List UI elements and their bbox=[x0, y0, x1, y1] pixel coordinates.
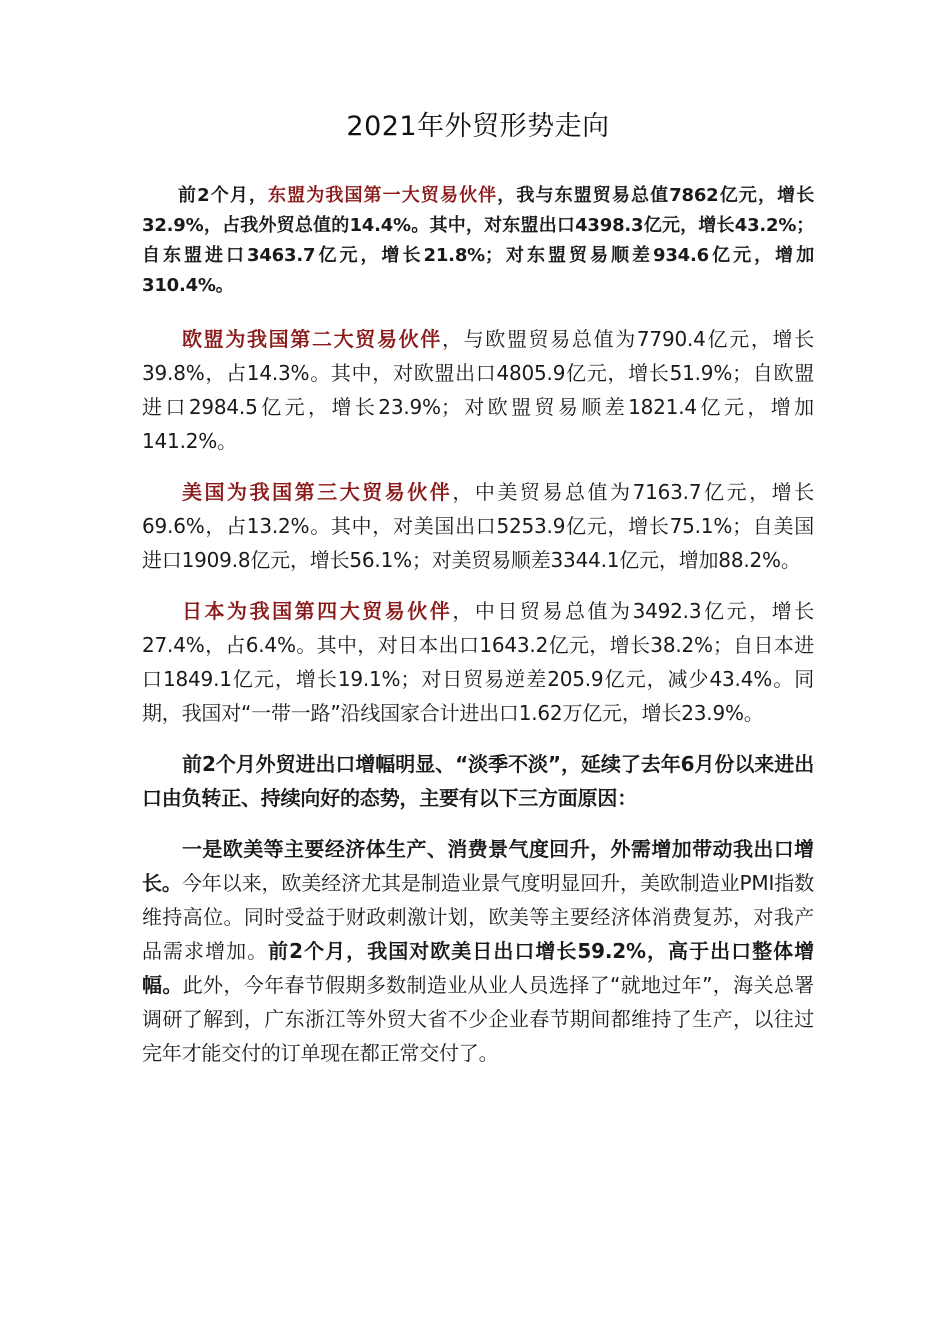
document-page bbox=[142, 104, 814, 1087]
para6-bold1: 一是欧美等主要经济体生产、消费景气度回升，外需增加带动我出口增长。 bbox=[142, 837, 814, 895]
paragraph-asean bbox=[142, 181, 814, 301]
para6-text2: 此外，今年春节假期多数制造业从业人员选择了“就地过年”，海关总署调研了解到，广东浙江等外贸大省不少企业春节期间都维持了生产，以往过完年才能交付的订单现在都正常交付了。 bbox=[142, 973, 814, 1065]
document-title: 2021年外贸形势走向 bbox=[346, 111, 610, 142]
para1-highlight: 东盟为我国第一大贸易伙伴 bbox=[268, 185, 498, 206]
para2-highlight: 欧盟为我国第二大贸易伙伴 bbox=[182, 327, 442, 351]
paragraph-reason-one bbox=[142, 832, 814, 1070]
paragraph-eu bbox=[142, 322, 814, 458]
para1-lead: 前2个月， bbox=[178, 185, 269, 206]
para4-rest: ，中日贸易总值为3492.3亿元，增长27.4%，占6.4%。其中，对日本出口1643.2亿元，增长38.2%；自日本进口1849.1亿元，增长19.1%；对日贸易逆差205.9亿元，减少43.4%。同期，我国对“一带一路”沿线国家合计进出口1.62万亿元，增长23.9%。 bbox=[142, 599, 814, 725]
para2-rest: ，与欧盟贸易总值为7790.4亿元，增长39.8%，占14.3%。其中，对欧盟出口4805.9亿元，增长51.9%；自欧盟进口2984.5亿元，增长23.9%；对欧盟贸易顺差1821.4亿元，增加141.2%。 bbox=[142, 327, 814, 453]
para1-rest: ，我与东盟贸易总值7862亿元，增长32.9%，占我外贸总值的14.4%。其中，对东盟出口4398.3亿元，增长43.2%；自东盟进口3463.7亿元，增长21.8%；对东盟贸易顺差934.6亿元，增加310.4%。 bbox=[142, 185, 815, 296]
paragraph-japan bbox=[142, 594, 814, 730]
para6-text1: 今年以来，欧美经济尤其是制造业景气度明显回升，美欧制造业PMI指数维持高位。同时受益于财政刺激计划，欧美等主要经济体消费复苏，对我产品需求增加。 bbox=[142, 871, 814, 963]
para3-rest: ，中美贸易总值为7163.7亿元，增长69.6%，占13.2%。其中，对美国出口5253.9亿元，增长75.1%；自美国进口1909.8亿元，增长56.1%；对美贸易顺差3344.1亿元，增加88.2%。 bbox=[142, 480, 814, 572]
paragraph-usa bbox=[142, 475, 814, 577]
para6-bold2: 前2个月，我国对欧美日出口增长59.2%，高于出口整体增幅。 bbox=[142, 939, 814, 997]
para3-highlight: 美国为我国第三大贸易伙伴 bbox=[182, 480, 453, 504]
para4-highlight: 日本为我国第四大贸易伙伴 bbox=[182, 599, 453, 623]
paragraph-summary: 前2个月外贸进出口增幅明显、“淡季不淡”，延续了去年6月份以来进出口由负转正、持续向好的态势，主要有以下三方面原因： bbox=[142, 752, 814, 810]
